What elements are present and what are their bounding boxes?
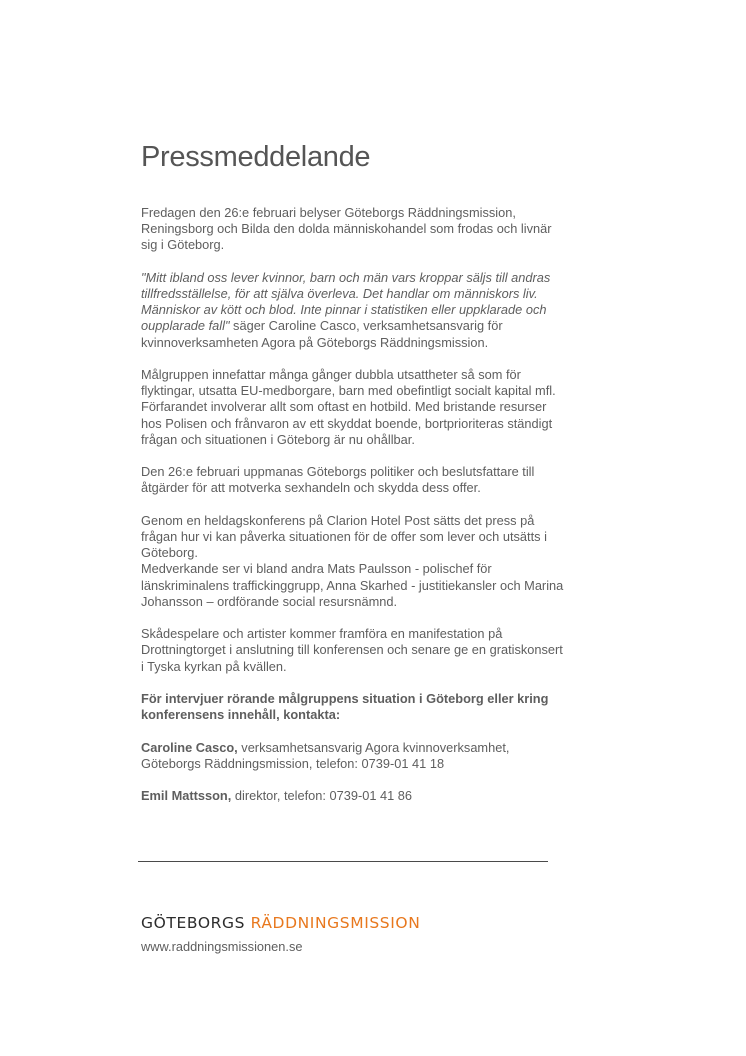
press-release-body <box>141 205 611 821</box>
brand-logo-part2: RÄDDNINGSMISSION <box>250 914 421 932</box>
quote-text: "Mitt ibland oss lever kvinnor, barn och män vars kroppar säljs till andras tillfredsställelse, för att själva överleva. Det handlar om människors liv. Människor av kött och blod. Inte pinnar i statistiken eller uppklarade och oupplarade fall" <box>141 269 551 334</box>
contact-caroline-casco: Caroline Casco, verksamhetsansvarig Agora kvinnoverksamhet, Göteborgs Räddningsmission, telefon: 0739-01 41 18 <box>141 739 510 771</box>
target-group-paragraph: Målgruppen innefattar många gånger dubbla utsattheter så som för flyktingar, utsatta EU-medborgare, barn med obefintligt socialt kapital mfl. Förfarandet involverar allt som oftast en hotbild. Med bristande resurser hos Polisen och frånvaron av ett skyddat boende, bortprioriteras ständigt frågan och situationen i Göteborg är nu ohållbar. <box>141 367 556 447</box>
contact-emil-mattsson <box>141 788 611 804</box>
conference-paragraph: Genom en heldagskonferens på Clarion Hotel Post sätts det press på frågan hur vi kan påverka situationen för de offer som lever och utsätts i Göteborg. Medverkande ser vi bland andra Mats Paulsson - polischef för länskriminalens traffickinggrupp, Anna Skarhed - justitiekansler och Marina Johansson – ordförande social resursnämnd. <box>141 512 564 609</box>
contact-heading: För intervjuer rörande målgruppens situation i Göteborg eller kring konferensens innehåll, kontakta: <box>141 691 549 723</box>
contact-name: Caroline Casco, <box>141 739 238 755</box>
brand-logo <box>141 914 420 932</box>
contact-details: direktor, telefon: 0739-01 41 86 <box>231 788 413 804</box>
page-title: Pressmeddelande <box>141 141 371 173</box>
quote-paragraph: "Mitt ibland oss lever kvinnor, barn och män vars kroppar säljs till andras tillfredsställelse, för att själva överleva. Det handlar om människors liv. Människor av kött och blod. Inte pinnar i statistiken eller uppklarade och oupplarade fall" säger Caroline Casco, verksamhetsansvarig för kvinnoverksamheten Agora på Göteborgs Räddningsmission. <box>141 269 551 350</box>
contact-details: verksamhetsansvarig Agora kvinnoverksamhet, <box>237 739 510 755</box>
contact-name: Emil Mattsson, <box>141 788 232 804</box>
website-url: www.raddningsmissionen.se <box>141 939 303 954</box>
brand-logo-part1: GÖTEBORGS <box>141 914 246 932</box>
footer-divider <box>138 861 548 862</box>
quote-attribution: säger Caroline Casco, verksamhetsansvarig för <box>229 318 503 334</box>
appeal-paragraph: Den 26:e februari uppmanas Göteborgs politiker och beslutsfattare till åtgärder för att motverka sexhandeln och skydda dess offer. <box>141 464 535 496</box>
intro-paragraph: Fredagen den 26:e februari belyser Göteborgs Räddningsmission, Reningsborg och Bilda den dolda människohandel som frodas och livnär sig i Göteborg. <box>141 205 552 253</box>
performers-paragraph: Skådespelare och artister kommer framföra en manifestation på Drottningtorget i anslutning till konferensen och senare ge en gratiskonsert i Tyska kyrkan på kvällen. <box>141 626 563 674</box>
